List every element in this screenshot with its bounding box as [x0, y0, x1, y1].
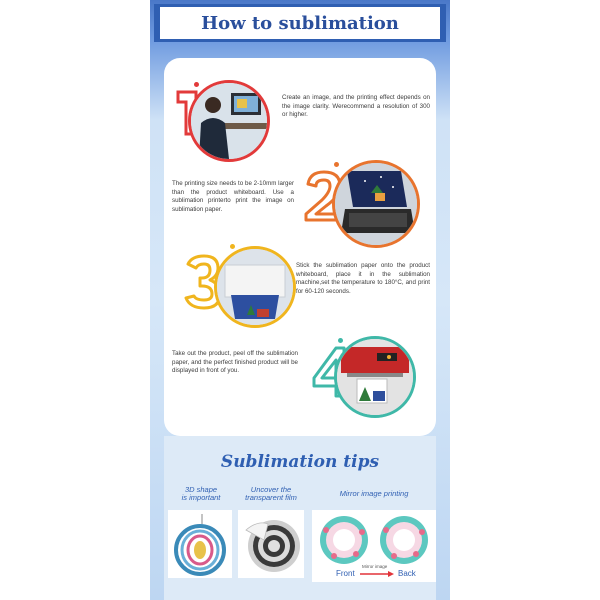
film-spinner-icon — [238, 510, 304, 578]
step-1 — [164, 58, 436, 158]
step-3-text: Stick the sublimation paper onto the product whiteboard, place it in the sublimation machine,set the temperature to 180°C, and print for 60-120 seconds. — [296, 262, 430, 295]
tip-1-label-line2: is important — [181, 493, 221, 502]
mirror-image-caption: Mirror image — [362, 564, 388, 569]
step-2-photo — [332, 160, 420, 248]
tip-1-label — [170, 486, 232, 502]
step-3 — [164, 242, 436, 334]
tip-2-label — [236, 486, 306, 502]
steps-card — [164, 58, 436, 436]
page-title: How to sublimation — [201, 12, 399, 34]
mirror-spinners-icon — [312, 510, 436, 582]
tip-1-label-line1: 3D shape — [184, 485, 218, 494]
tip-3-label-line1: Mirror image printing — [339, 489, 409, 498]
tip-3-label — [314, 490, 434, 498]
step-4-photo — [334, 336, 416, 418]
step-2-text: The printing size needs to be 2-10mm larger than the product whiteboard. Use a sublimation printerto print the image on sublimation paper. — [172, 180, 294, 213]
step-1-photo — [188, 80, 270, 162]
step-3-photo — [214, 246, 296, 328]
sublimation-guide-panel — [150, 0, 450, 600]
tip-2-label-line2: transparent film — [245, 493, 297, 502]
step-1-text: Create an image, and the printing effect depends on the image clarity. Werecommend a resolution of 300 or higher. — [282, 94, 430, 119]
title-banner — [154, 4, 446, 42]
front-label: Front — [336, 569, 355, 578]
back-label: Back — [398, 569, 416, 578]
spinner-ornament-icon — [168, 510, 232, 578]
title-box — [160, 7, 440, 39]
tip-2-label-line1: Uncover the — [250, 485, 292, 494]
step-4-text: Take out the product, peel off the sublimation paper, and the perfect finished product will be displayed in front of you. — [172, 350, 298, 375]
sublimation-tips-section — [164, 436, 436, 600]
step-2 — [164, 154, 436, 246]
tips-title: Sublimation tips — [220, 452, 380, 472]
step-4 — [164, 330, 436, 426]
